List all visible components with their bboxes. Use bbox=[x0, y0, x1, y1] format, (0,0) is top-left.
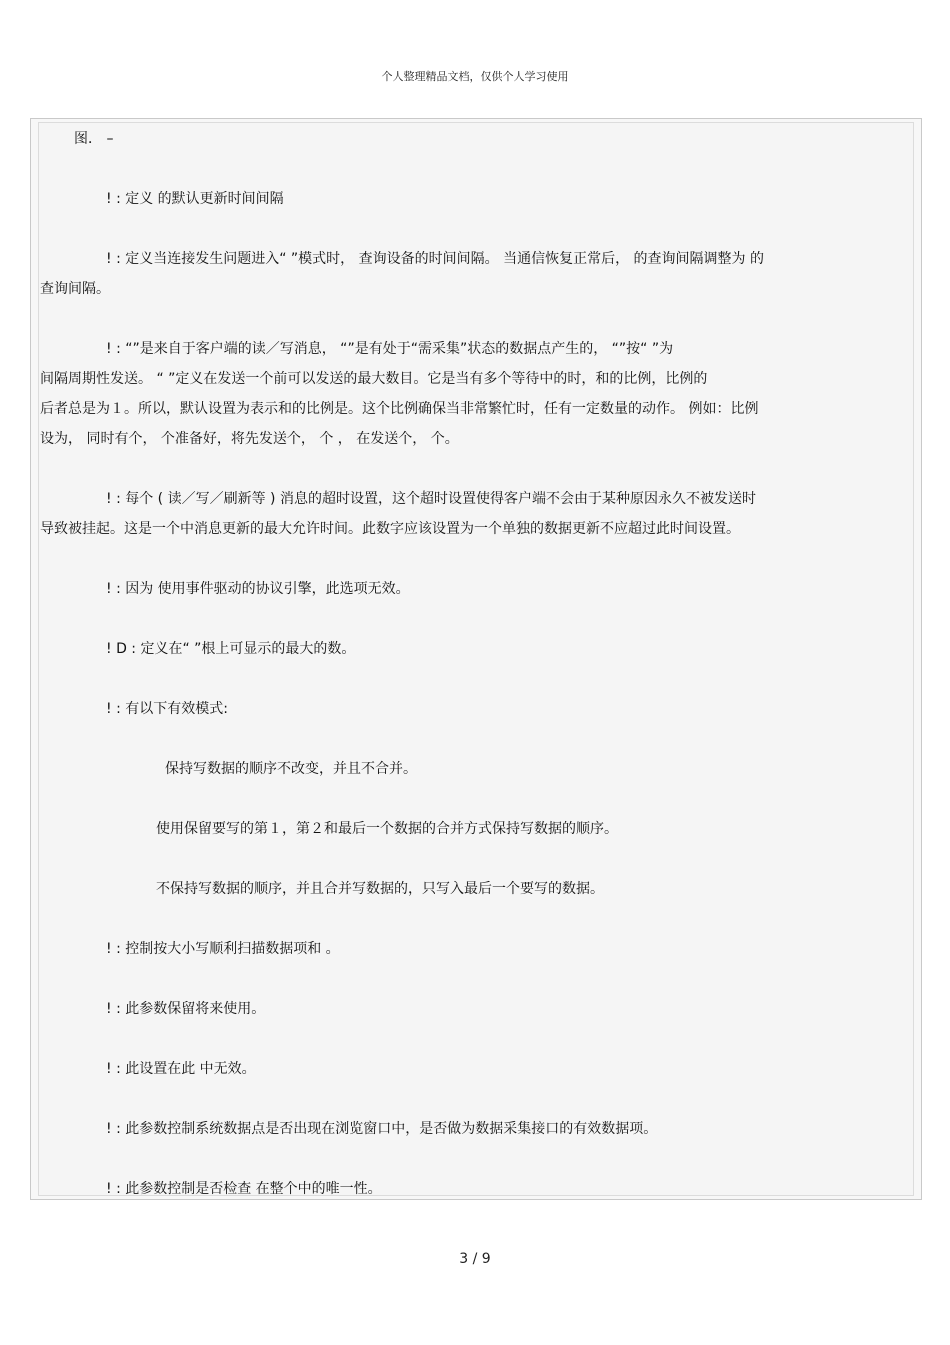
text-line: 查询间隔。 bbox=[40, 281, 110, 297]
text-line: 后者总是为１。所以，默认设置为表示和的比例是。这个比例确保当非常繁忙时，任有一定数量的动作。 例如：比例 bbox=[40, 401, 759, 417]
param-update-rate: ! : 定义 的默认更新时间间隔 bbox=[106, 191, 284, 207]
param-case-scan: ! : 控制按大小写顺利扫描数据项和 。 bbox=[106, 941, 340, 957]
mode-item: 保持写数据的顺序不改变，并且不合并。 bbox=[165, 761, 417, 777]
mode-item: 使用保留要写的第１，第２和最后一个数据的合并方式保持写数据的顺序。 bbox=[156, 821, 618, 837]
param-reserved: ! : 此参数保留将来使用。 bbox=[106, 1001, 266, 1017]
param-uniqueness: ! : 此参数控制是否检查 在整个中的唯一性。 bbox=[106, 1181, 382, 1197]
param-ratio bbox=[40, 334, 912, 454]
mode-item: 不保持写数据的顺序，并且合并写数据的，只写入最后一个要写的数据。 bbox=[156, 881, 604, 897]
text-line: ! : “”是来自于客户端的读／写消息， “”是有处于“需采集”状态的数据点产生的， “”按“ ”为 bbox=[106, 341, 674, 357]
text-line: 设为， 同时有个， 个准备好，将先发送个， 个 ， 在发送个， 个。 bbox=[40, 431, 459, 447]
param-write-mode: ! : 有以下有效模式: bbox=[106, 701, 228, 717]
text-line: 导致被挂起。这是一个中消息更新的最大允许时间。此数字应该设置为一个单独的数据更新不应超过此时间设置。 bbox=[40, 521, 740, 537]
param-max-display: ! D : 定义在“ ”根上可显示的最大的数。 bbox=[106, 641, 356, 657]
param-system-points: ! : 此参数控制系统数据点是否出现在浏览窗口中，是否做为数据采集接口的有效数据项。 bbox=[106, 1121, 658, 1137]
param-event-driven: ! : 因为 使用事件驱动的协议引擎，此选项无效。 bbox=[106, 581, 410, 597]
page-header: 个人整理精品文档，仅供个人学习使用 bbox=[381, 70, 569, 83]
text-line: 间隔周期性发送。 “ ”定义在发送一个前可以发送的最大数目。它是当有多个等待中的时，和的比例，比例的 bbox=[40, 371, 708, 387]
param-invalid: ! : 此设置在此 中无效。 bbox=[106, 1061, 256, 1077]
page-number: 3 / 9 bbox=[459, 1251, 491, 1267]
param-timeout bbox=[40, 484, 912, 544]
figure-label: 图． – bbox=[74, 131, 114, 147]
param-slow-poll bbox=[40, 244, 912, 304]
text-line: ! : 定义当连接发生问题进入“ ”模式时， 查询设备的时间间隔。 当通信恢复正常后， 的查询间隔调整为 的 bbox=[106, 251, 764, 267]
text-line: ! : 每个 ( 读／写／刷新等 ) 消息的超时设置，这个超时设置使得客户端不会由于某种原因永久不被发送时 bbox=[106, 491, 756, 507]
